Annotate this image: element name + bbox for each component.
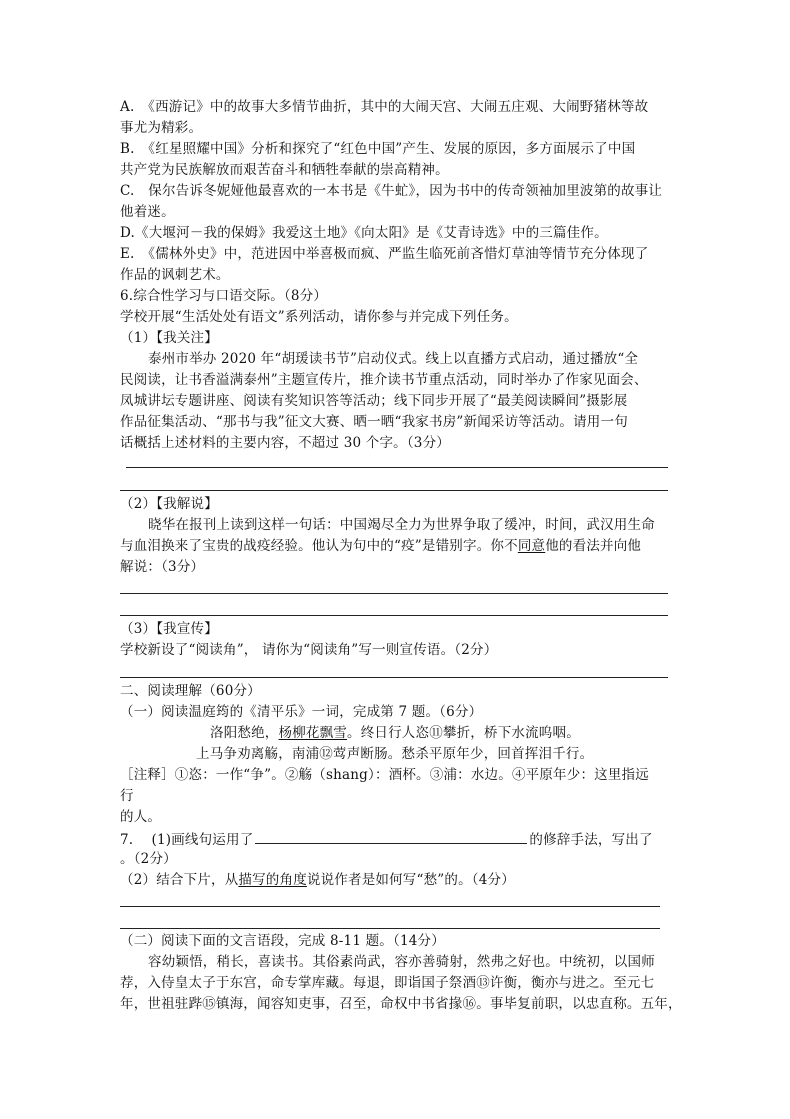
option-c-line2: 他着迷。 (120, 204, 175, 220)
q7-part2: （2）结合下片，从描写的角度说说作者是如何写“愁”的。（4分） (120, 872, 515, 888)
q6-part1-text-line3: 凤城讲坛专题讲座、阅读有奖知识答等活动；线下同步开展了“最美阅读瞬间”摄影展 (120, 393, 628, 409)
q6-part2-text-line3: 解说：（3分） (120, 559, 205, 575)
q6-part2-text-line1: 晓华在报刊上读到这样一句话：中国竭尽全力为世界争取了缓冲，时间，武汉用生命 (148, 517, 655, 533)
q7-part1-end: 。（2分） (120, 851, 177, 867)
classical-text-line3: 年，世祖驻跸⑮镇海，闻容知吏事，召至，命权中书省掾⑯。事毕复前职，以忠直称。五年， (120, 996, 682, 1012)
fill-blank[interactable] (255, 829, 527, 844)
option-d-line1: D.《大堰河－我的保姆》我爱这土地》《向太阳》是《艾青诗选》中的三篇佳作。 (120, 225, 608, 241)
q6-part2-heading: （2）【我解说】 (120, 496, 218, 512)
q6-part1-text-line2: 民阅读，让书香溢满泰州”主题宣传片，推介读书节重点活动，同时举办了作家见面会、 (120, 372, 648, 388)
q6-title: 6.综合性学习与口语交际。（8分） (120, 288, 328, 304)
option-e-line1: E. 《儒林外史》中，范进因中举喜极而疯、严监生临死前吝惜灯草油等情节充分体现了 (120, 246, 649, 262)
q7-part1: 7. (1)画线句运用了 的修辞手法，写出了 (120, 829, 653, 849)
q6-part3-text-line1: 学校新设了“阅读角”， 请你为“阅读角”写一则宣传语。（2分） (120, 642, 498, 658)
answer-line[interactable] (120, 615, 668, 616)
poem-line1: 洛阳愁绝，杨柳花飘雪。终日行人恣⑪攀折，桥下水流呜咽。 (210, 725, 580, 741)
option-a-line1: A. 《西游记》中的故事大多情节曲折，其中的大闹天宫、大闹五庄观、大闹野猪林等故 (120, 99, 649, 115)
underlined-phrase: 描写的角度 (238, 872, 307, 888)
poem-line2: 上马争劝离觞，南浦⑫莺声断肠。愁杀平原年少，回首挥泪千行。 (196, 746, 594, 762)
poem-notes-line1: ［注释］①恣：一作“争”。②觞（shang）：酒杯。③浦：水边。④平原年少：这里指远 (120, 767, 649, 783)
q6-part1-text-line4: 作品征集活动、“那书与我”征文大赛、晒一晒“我家书房”新闻采访等活动。请用一句 (120, 414, 628, 430)
underlined-poem-phrase: 杨柳花飘雪 (278, 725, 347, 741)
q6-intro: 学校开展“生活处处有语文”系列活动，请你参与并完成下列任务。 (120, 309, 518, 325)
answer-line[interactable] (120, 906, 660, 907)
answer-line[interactable] (120, 593, 668, 594)
answer-line[interactable] (126, 467, 668, 468)
q6-part2-text-line2: 与血泪换来了宝贵的战疫经验。他认为句中的“疫”是错别字。你不同意他的看法并向他 (120, 538, 642, 554)
part2-heading: （二）阅读下面的文言语段，完成 8-11 题。（14分） (120, 933, 445, 949)
option-e-line2: 作品的讽刺艺术。 (120, 267, 230, 283)
q6-part1-heading: （1）【我关注】 (120, 330, 218, 346)
answer-line[interactable] (120, 677, 668, 678)
classical-text-line2: 荐，入侍皇太子于东宫，命专掌库藏。每退，即诣国子祭酒⑬许衡，衡亦与进之。至元七 (120, 975, 655, 991)
option-b-line2: 共产党为民族解放而艰苦奋斗和牺牲奉献的崇高精神。 (120, 162, 449, 178)
part1-heading: （一）阅读温庭筠的《清平乐》一词，完成第 7 题。（6分） (120, 704, 483, 720)
q6-part1-text-line1: 泰州市举办 2020 年“胡瑗读书节”启动仪式。线上以直播方式启动，通过播放“全 (148, 351, 639, 367)
poem-notes-line2: 行 (120, 788, 134, 804)
underlined-word: 同意 (517, 538, 546, 554)
q6-part1-text-line5: 话概括上述材料的主要内容，不超过 30 个字。（3分） (120, 435, 450, 451)
answer-line[interactable] (120, 928, 660, 929)
option-a-line2: 事尤为精彩。 (120, 120, 203, 136)
q6-part3-heading: （3）【我宣传】 (120, 621, 218, 637)
classical-text-line1: 容幼颖悟，稍长，喜读书。其俗素尚武，容亦善骑射，然弗之好也。中统初，以国师 (148, 954, 655, 970)
section2-title: 二、阅读理解（60分） (120, 683, 261, 699)
option-b-line1: B. 《红星照耀中国》分析和探究了“红色中国”产生、发展的原因，多方面展示了中国 (120, 141, 636, 157)
answer-line[interactable] (120, 490, 668, 491)
poem-notes-line3: 的人。 (120, 809, 162, 825)
option-c-line1: C. 保尔告诉冬妮娅他最喜欢的一本书是《牛虻》，因为书中的传奇领袖加里波第的故事让 (120, 183, 663, 199)
